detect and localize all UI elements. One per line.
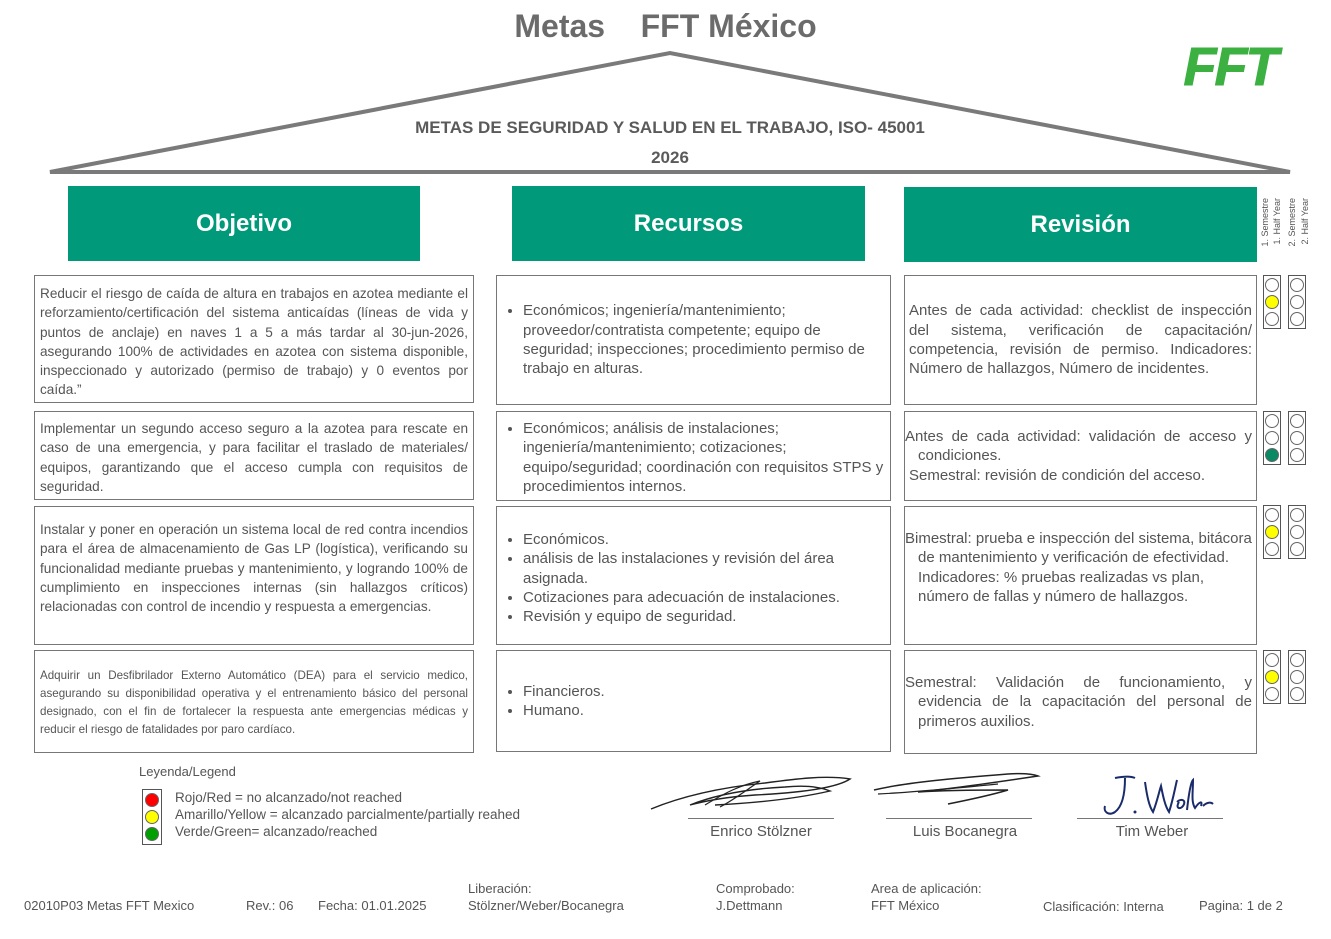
lamp — [1290, 431, 1304, 445]
recursos-cell-2 — [496, 411, 891, 501]
recursos-item: • Cotizaciones para adecuación de instalaciones. — [523, 588, 884, 607]
lamp — [1290, 508, 1304, 522]
lamp — [1290, 448, 1304, 462]
fft-logo — [1172, 40, 1290, 90]
objetivo-text: Implementar un segundo acceso seguro a la azotea para rescate en caso de una emergencia, y para facilitar el traslado de materiales/ equipos, garantizando que el acceso cumpla con requisitos de seguridad. — [40, 421, 468, 494]
lamp — [1290, 525, 1304, 539]
recursos-item: • Humano. — [523, 701, 605, 720]
lamp — [1290, 542, 1304, 556]
signature-name-weber: Tim Weber — [1115, 823, 1189, 840]
legend-title: Leyenda/Legend — [139, 764, 236, 779]
footer-rev: Rev.: 06 — [246, 898, 294, 913]
traffic-light-sem2 — [1288, 650, 1306, 704]
header-recursos: Recursos — [512, 186, 865, 261]
objetivo-text: Instalar y poner en operación un sistema local de red contra incendios para el área de almacenamiento de Gas LP (logística), verificando su funcionalidad mediante pruebas y mantenimiento, y logrando 100% de cumplimiento en inspecciones internas (sin hallazgos críticos) relacionadas con control de incendio y respuesta a emergencias. — [40, 522, 468, 615]
header-revision: Revisión — [904, 187, 1257, 262]
recursos-item: • Económicos; análisis de instalaciones; ingeniería/mantenimiento; cotizaciones; equipo/seguridad; coordinación con requisitos STPS y procedimientos internos. — [523, 419, 884, 496]
signature-line-3 — [1077, 818, 1223, 819]
semester-label-2: 2. Semestre — [1287, 198, 1297, 247]
signature-name-bocanegra: Luis Bocanegra — [912, 823, 1018, 840]
half-year-label-2: 2. Half Year — [1300, 198, 1310, 245]
lamp-yellow — [1265, 525, 1279, 539]
footer-comprobado-label: Comprobado: — [716, 881, 795, 896]
legend-item-yellow: Amarillo/Yellow = alcanzado parcialmente/partially reahed — [175, 807, 521, 822]
legend-item-green: Verde/Green= alcanzado/reached — [175, 824, 378, 839]
recursos-cell-3 — [496, 506, 891, 645]
signature-bocanegra — [868, 768, 1048, 808]
lamp — [1290, 414, 1304, 428]
objetivo-cell-3 — [34, 506, 474, 645]
signature-weber — [1095, 772, 1215, 822]
signature-line-1 — [688, 818, 834, 819]
lamp — [1265, 312, 1279, 326]
footer-comprobado-value: J.Dettmann — [716, 898, 783, 913]
traffic-light-sem1 — [1263, 505, 1281, 559]
header-objetivo: Objetivo — [68, 186, 420, 261]
lamp — [1265, 278, 1279, 292]
lamp — [1290, 687, 1304, 701]
revision-cell-2 — [904, 411, 1257, 501]
roof-title: METAS DE SEGURIDAD Y SALUD EN EL TRABAJO, ISO- 45001 — [415, 118, 925, 137]
lamp — [1265, 542, 1279, 556]
lamp-yellow — [1265, 670, 1279, 684]
footer-area-value: FFT México — [871, 898, 940, 913]
lamp — [1265, 431, 1279, 445]
objetivo-cell-1 — [34, 275, 474, 403]
objetivo-text: Reducir el riesgo de caída de altura en trabajos en azotea mediante el reforzamiento/certificación del sistema anticaídas (líneas de vida y puntos de anclaje) en naves 1 a 5 a más tardar al 30-jun-2026, asegurando 100% de actividades en azotea con sistema disponible, inspeccionado y autorizado (permiso de trabajo) y 0 eventos por caída.” — [40, 286, 468, 398]
revision-text: Semestral: Validación de funcionamiento, y evidencia de la capacitación del personal de primeros auxilios. — [905, 674, 1252, 730]
signature-stolzner — [645, 765, 855, 815]
revision-cell-1 — [904, 275, 1257, 405]
revision-cell-4 — [904, 650, 1257, 754]
signature-line-2 — [886, 818, 1032, 819]
lamp — [1265, 653, 1279, 667]
recursos-item: • Financieros. — [523, 682, 605, 701]
recursos-cell-1 — [496, 275, 891, 405]
footer-clasificacion: Clasificación: Interna — [1043, 899, 1164, 914]
recursos-cell-4 — [496, 650, 891, 752]
lamp — [1265, 414, 1279, 428]
traffic-light-sem1 — [1263, 411, 1281, 465]
signature-name-stolzner: Enrico Stölzner — [710, 823, 812, 840]
lamp-yellow — [1265, 295, 1279, 309]
lamp — [1290, 670, 1304, 684]
lamp — [1265, 687, 1279, 701]
recursos-item: • Revisión y equipo de seguridad. — [523, 607, 884, 626]
recursos-list — [497, 301, 890, 378]
traffic-light-sem2 — [1288, 275, 1306, 329]
lamp — [1265, 508, 1279, 522]
recursos-list — [497, 419, 890, 496]
revision-cell-3 — [904, 506, 1257, 645]
footer-area-label: Area de aplicación: — [871, 881, 982, 896]
legend-lamp-green — [145, 827, 159, 841]
traffic-light-sem1 — [1263, 275, 1281, 329]
legend-traffic-light — [142, 789, 162, 845]
traffic-light-sem2 — [1288, 411, 1306, 465]
footer-liberacion-value: Stölzner/Weber/Bocanegra — [468, 898, 624, 913]
objetivo-cell-2 — [34, 411, 474, 500]
objetivo-text: Adquirir un Desfibrilador Externo Automático (DEA) para el servicio medico, asegurando su disponibilidad operativa y el entrenamiento básico del personal designado, con el fin de fortalecer la respuesta ante emergencias médicas y reducir el riesgo de fatalidades por paro cardíaco. — [40, 669, 468, 736]
recursos-list — [497, 682, 611, 721]
lamp — [1290, 653, 1304, 667]
lamp — [1290, 295, 1304, 309]
lamp — [1290, 278, 1304, 292]
recursos-list — [497, 530, 890, 626]
lamp — [1290, 312, 1304, 326]
roof-year: 2026 — [651, 148, 689, 167]
half-year-label-1: 1. Half Year — [1272, 198, 1282, 245]
legend-lamp-yellow — [145, 810, 159, 824]
revision-text: Semestral: revisión de condición del acceso. — [909, 466, 1205, 484]
semester-label-1: 1. Semestre — [1260, 198, 1270, 247]
objetivo-cell-4 — [34, 650, 474, 753]
footer-fecha: Fecha: 01.01.2025 — [318, 898, 427, 913]
legend-lamp-red — [145, 793, 159, 807]
footer-doc-id: 02010P03 Metas FFT Mexico — [24, 898, 195, 913]
recursos-item: • análisis de las instalaciones y revisión del área asignada. — [523, 549, 884, 588]
lamp-green — [1265, 448, 1279, 462]
footer-pagina: Pagina: 1 de 2 — [1199, 898, 1283, 913]
page-title: Metas FFT México — [514, 8, 817, 44]
revision-text: Antes de cada actividad: validación de acceso y condiciones. — [905, 428, 1252, 465]
traffic-light-sem2 — [1288, 505, 1306, 559]
revision-text: Bimestral: prueba e inspección del sistema, bitácora de mantenimiento y verificación de efectividad. Indicadores: % pruebas realizadas vs plan, número de fallas y número de hallazgos. — [905, 530, 1252, 605]
recursos-item: • Económicos. — [523, 530, 884, 549]
recursos-item: • Económicos; ingeniería/mantenimiento; proveedor/contratista competente; equipo de seguridad; inspecciones; procedimiento permiso de trabajo en alturas. — [523, 301, 884, 378]
legend-item-red: Rojo/Red = no alcanzado/not reached — [175, 790, 403, 805]
revision-text: Antes de cada actividad: checklist de inspección del sistema, verificación de capacitación/ competencia, revisión de permiso. Indicadores: Número de hallazgos, Número de incidentes. — [909, 302, 1252, 378]
traffic-light-sem1 — [1263, 650, 1281, 704]
footer-liberacion-label: Liberación: — [468, 881, 532, 896]
logo-text: FFT — [1183, 40, 1277, 90]
